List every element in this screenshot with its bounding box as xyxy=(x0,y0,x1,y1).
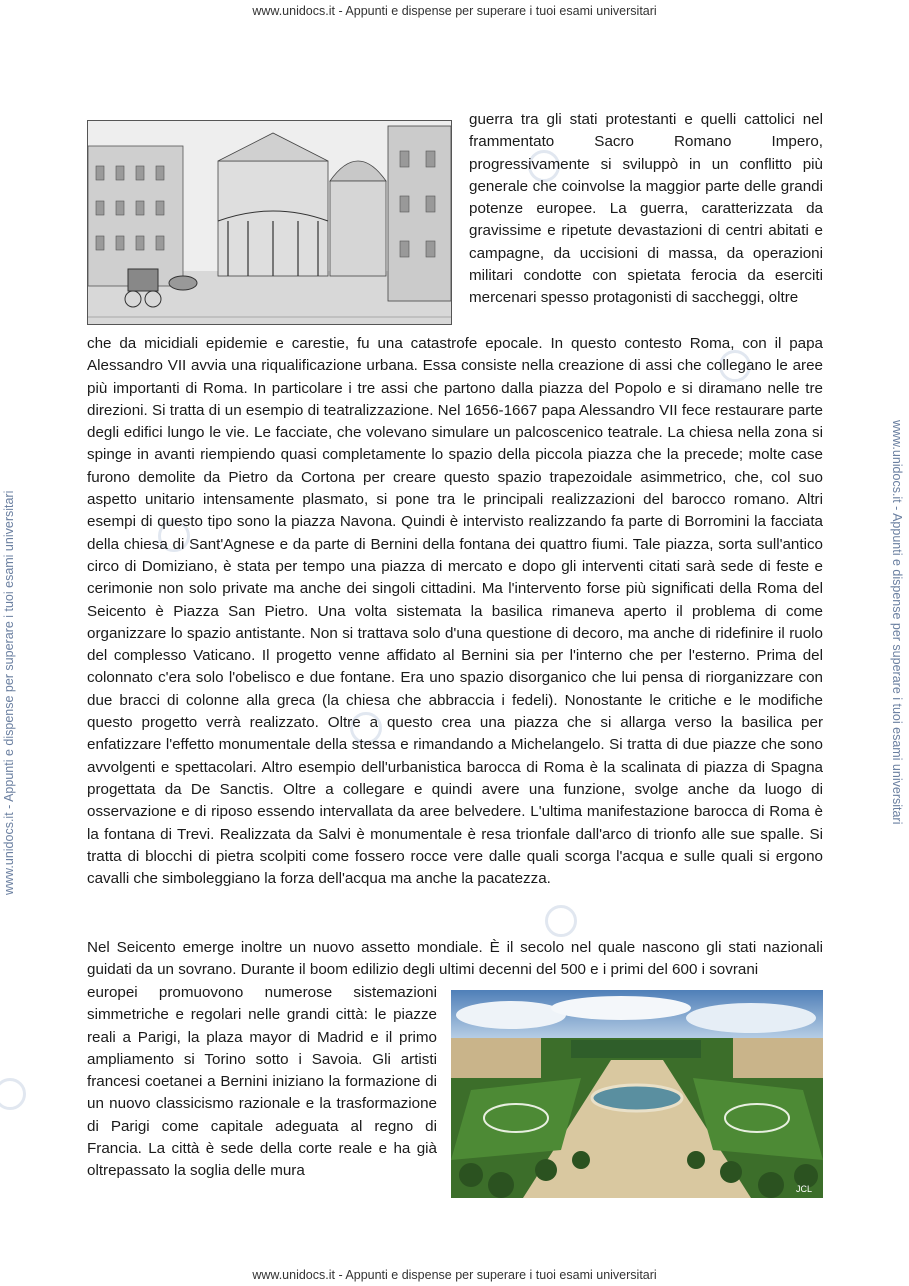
garden-photo-image xyxy=(451,990,823,1198)
right-watermark: www.unidocs.it - Appunti e dispense per superare i tuoi esami universitari xyxy=(890,420,904,825)
paragraph-2-wrapped: europei promuovono numerose sistemazioni simmetriche e regolari nelle grandi città: le piazze reali a Parigi, la plaza mayor di Madrid e il primo ampliamento si Torino sotto i Savoia. Gli artisti francesi coetanei a Bernini iniziano la formazione di un nuovo classicismo razionale e la trasformazione di Parigi come capitale adeguata al regno di Francia. La città è sede della corte reale e ha già oltrepassato la soglia delle mura xyxy=(87,984,437,1180)
page-footer: www.unidocs.it - Appunti e dispense per superare i tuoi esami universitari xyxy=(252,1268,657,1282)
paragraph-1-body: che da micidiali epidemie e carestie, fu una catastrofe epocale. In questo contesto Roma, con il papa Alessandro VII avvia una riqualificazione urbana. Essa consiste nella creazione di assi che collegano le aree più importanti di Roma. In particolare i tre assi che partono dalla piazza del Popolo e si diramano nelle tre direzioni. Si tratta di un esempio di teatralizzazione. Nel 1656-1667 papa Alessandro VII fece restaurare parte degli edifici lungo le vie. Le facciate, che volevano simulare un palcoscenico teatrale. La chiesa nella zona si spinge in avanti riempiendo quasi completamente lo spazio della piccola piazza che la precede; molte case furono demolite da Pietro da Cortona per creare questo spazio trapezoidale asimmetrico, che, col suo aspetto unitario intensamente plasmato, si pone tra le principali realizzazioni del barocco romano. Altri esempi di questo tipo sono la piazza Navona. Quindi è intervisto realizzando fa parte di Borromini la facciata della chiesa di Sant'Agnese e da parte di Bernini della fontana dei quattro fiumi. Tale piazza, sorta sull'antico circo di Domiziano, è stata per tempo una piazza di mercato e dopo gli interventi citati sarà sede di feste e cerimonie non solo private ma anche dei singoli cittadini. Ma l'intervento forse più significati della Roma del Seicento è Piazza San Pietro. Una volta sistemata la basilica rimaneva aperto il problema di come organizzare lo spazio antistante. Non si trattava solo d'una questione di decoro, ma anche di ridefinire il ruolo del complesso Vaticano. Il progetto venne affidato al Bernini sia per l'interno che per l'esterno. Prima del colonnato c'era solo l'obelisco e due fontane. Era uno spazio disorganico che lui pensa di riorganizzare con due bracci di colonne alla greca (la chiesa che abbraccia i fedeli). Nonostante le critiche e le modifiche questo progetto verrà realizzato. Oltre a questo crea una piazza che si allarga verso la basilica per enfatizzare l'effetto monumentale della stessa e rimandando a Michelangelo. Si tratta di due piazze che sono avvolgenti e spettacolari. Altro esempio dell'urbanistica barocca di Roma è la scalinata di piazza di Spagna progettata da De Sanctis. Oltre a collegare e quindi avere una funzione, svolge anche da luogo di osservazione e di riposo essendo intervallata da aree belvedere. L'ultima manifestazione barocca di Roma è la fontana di Trevi. Realizzata da Salvi è monumentale è resa trionfale dall'arco di trionfo alle sue spalle. Si tratta di blocchi di pietra scolpiti come fossero rocce vere dalle quali scorga l'acqua e sulle quali si ergono cavalli che simboleggiano la forza dell'acqua ma anche la pacatezza. xyxy=(87,335,823,888)
paragraph-1-wrapped: guerra tra gli stati protestanti e quelli cattolici nel frammentato Sacro Romano Impero, progressivamente si sviluppò in un conflitto più generale che coinvolse la maggior parte delle grandi potenze europee. La guerra, caratterizzata da gravissime e ripetute devastazioni di centri abitati e campagne, da uccisioni di massa, da operazioni militari condotte con spietata ferocia da eserciti mercenari spesso protagonisti di saccheggi, oltre xyxy=(469,111,823,307)
page-header: www.unidocs.it - Appunti e dispense per superare i tuoi esami universitari xyxy=(252,4,657,18)
photo-signature: JCL xyxy=(796,1184,813,1194)
left-watermark: www.unidocs.it - Appunti e dispense per superare i tuoi esami universitari xyxy=(2,490,16,895)
engraving-image xyxy=(87,120,452,325)
paragraph-2-intro: Nel Seicento emerge inoltre un nuovo assetto mondiale. È il secolo nel quale nascono gli stati nazionali guidati da un sovrano. Durante il boom edilizio degli ultimi decenni del 500 e i primi del 600 i sovrani xyxy=(87,939,823,979)
logo-watermark-icon xyxy=(545,905,577,937)
logo-watermark-icon xyxy=(0,1078,26,1110)
